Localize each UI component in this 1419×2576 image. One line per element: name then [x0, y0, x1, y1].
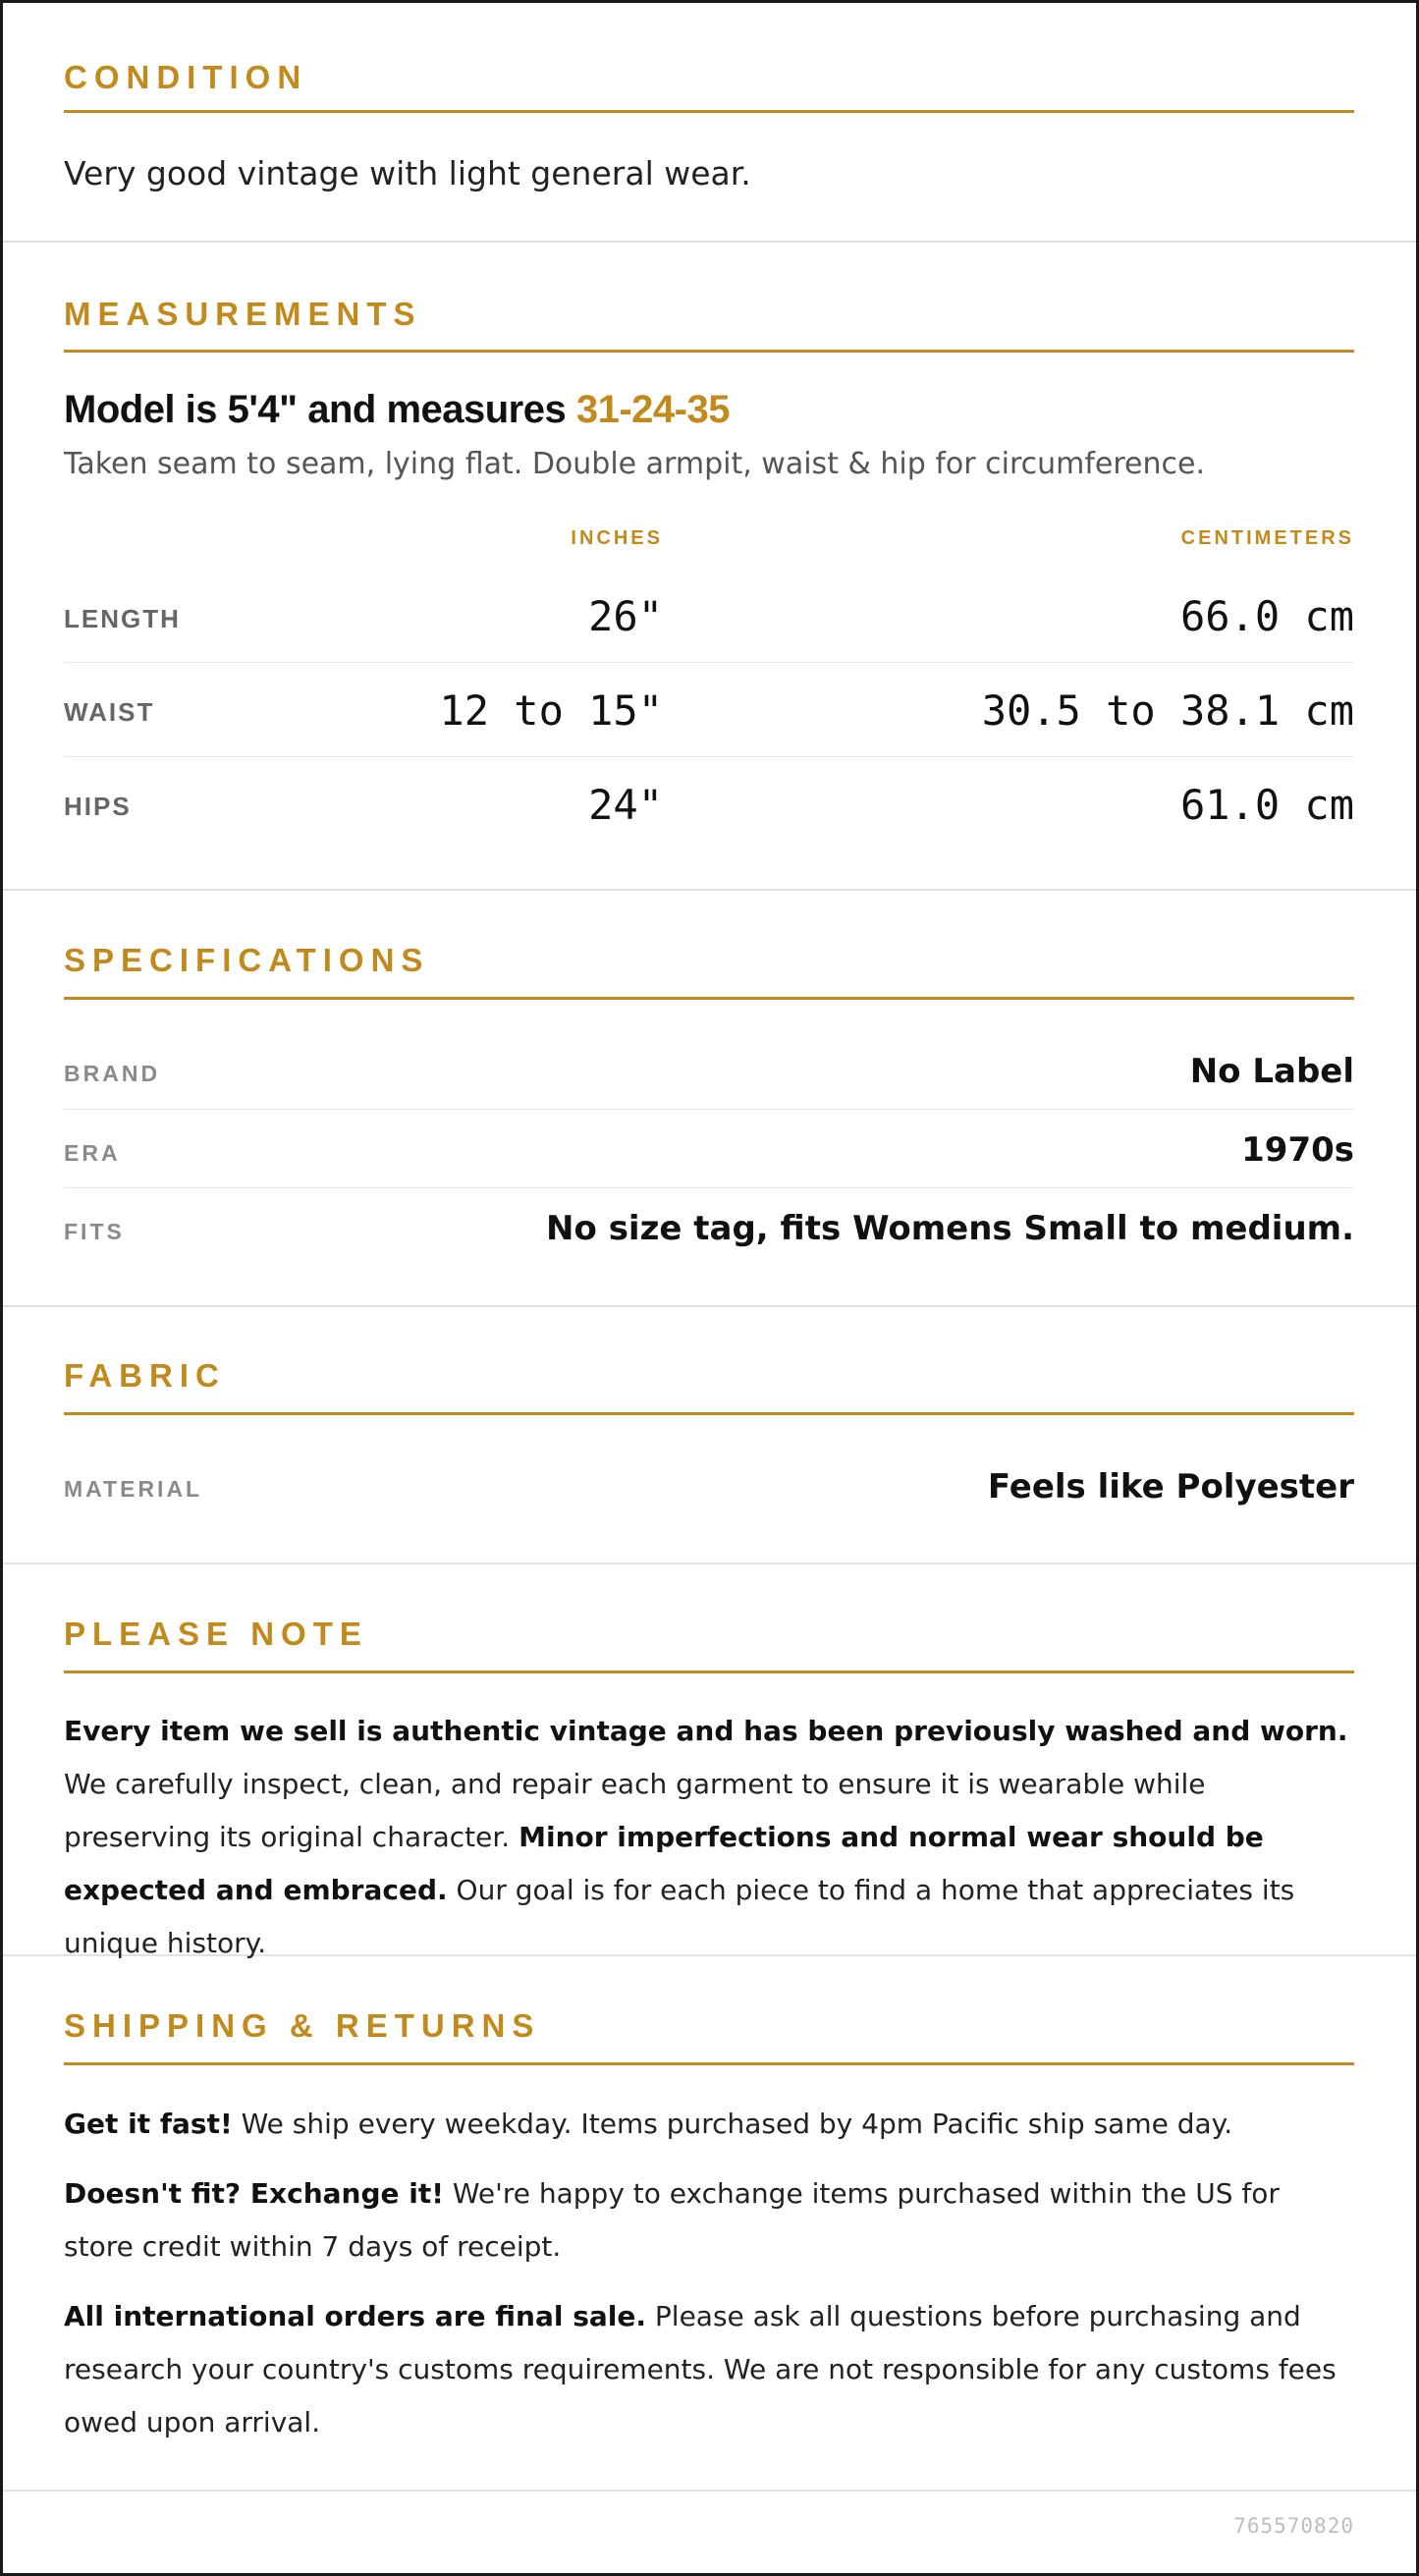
spec-divider — [64, 1109, 1354, 1110]
condition-section — [3, 3, 1416, 243]
shipping-bold-2: Doesn't fit? Exchange it! — [64, 2177, 444, 2210]
col-head-cm: CENTIMETERS — [1180, 527, 1354, 549]
spec-value-brand: No Label — [1189, 1052, 1354, 1091]
shipping-rule — [64, 2062, 1354, 2065]
spec-label-era: ERA — [64, 1140, 121, 1166]
fabric-heading: FABRIC — [64, 1357, 226, 1394]
measurements-heading: MEASUREMENTS — [64, 296, 422, 332]
shipping-bold-3: All international orders are final sale. — [64, 2300, 647, 2332]
condition-heading: CONDITION — [64, 59, 308, 95]
measure-cm-hips: 61.0 cm — [1179, 781, 1354, 829]
measure-cm-waist: 30.5 to 38.1 cm — [981, 686, 1354, 735]
please-note-text-2: Our goal is for each piece to find a home that appreciates its unique history. — [64, 1874, 1295, 1959]
fabric-value-material: Feels like Polyester — [987, 1467, 1354, 1507]
shipping-paragraph-2 — [64, 2167, 1354, 2274]
col-head-inches: INCHES — [571, 527, 663, 549]
item-id: 765570820 — [1233, 2514, 1354, 2538]
specifications-heading: SPECIFICATIONS — [64, 942, 430, 978]
please-note-bold-1: Every item we sell is authentic vintage and has been previously washed and worn. — [64, 1715, 1348, 1747]
measure-divider — [64, 756, 1354, 757]
measurements-note: Taken seam to seam, lying flat. Double armpit, waist & hip for circumference. — [64, 447, 1206, 481]
fabric-label-material: MATERIAL — [64, 1476, 203, 1502]
shipping-text-1: We ship every weekday. Items purchased by 4pm Pacific ship same day. — [232, 2108, 1233, 2140]
measure-inches-hips: 24" — [588, 781, 663, 829]
shipping-heading: SHIPPING & RETURNS — [64, 2007, 541, 2044]
spec-value-era: 1970s — [1241, 1130, 1354, 1170]
spec-value-fits: No size tag, fits Womens Small to medium. — [546, 1209, 1354, 1248]
model-prefix: Model is 5'4" and measures — [64, 388, 576, 431]
shipping-paragraph-3 — [64, 2290, 1354, 2449]
please-note-text — [64, 1705, 1354, 1970]
shipping-bold-1: Get it fast! — [64, 2108, 233, 2140]
condition-text: Very good vintage with light general wear. — [64, 154, 751, 192]
shipping-text-3: Please ask all questions before purchasing and research your country's customs requirements. We are not responsible for any customs fees owed upon arrival. — [64, 2300, 1337, 2439]
shipping-text-2: We're happy to exchange items purchased within the US for store credit within 7 days of receipt. — [64, 2177, 1280, 2263]
shipping-paragraph-1 — [64, 2098, 1354, 2151]
spec-label-brand: BRAND — [64, 1061, 161, 1086]
fabric-rule — [64, 1412, 1354, 1415]
specifications-rule — [64, 997, 1354, 1000]
spec-divider — [64, 1187, 1354, 1188]
please-note-bold-2: Minor imperfections and normal wear should be expected and embraced. — [64, 1821, 1264, 1906]
please-note-text-1: We carefully inspect, clean, and repair each garment to ensure it is wearable while preserving its original character. — [64, 1768, 1206, 1853]
measure-cm-length: 66.0 cm — [1179, 592, 1354, 640]
please-note-rule — [64, 1671, 1354, 1673]
fabric-section — [3, 1307, 1416, 1564]
please-note-heading: PLEASE NOTE — [64, 1616, 368, 1652]
measure-inches-waist: 12 to 15" — [439, 686, 663, 735]
measure-label-length: LENGTH — [64, 604, 181, 633]
measure-divider — [64, 662, 1354, 663]
model-measures-value: 31-24-35 — [575, 388, 730, 431]
model-measures-title — [64, 386, 730, 433]
condition-rule — [64, 110, 1354, 113]
measure-inches-length: 26" — [588, 592, 663, 640]
measure-label-waist: WAIST — [64, 697, 155, 727]
spec-label-fits: FITS — [64, 1219, 125, 1244]
product-details-page — [3, 3, 1416, 2573]
measurements-rule — [64, 350, 1354, 353]
measure-label-hips: HIPS — [64, 792, 132, 821]
